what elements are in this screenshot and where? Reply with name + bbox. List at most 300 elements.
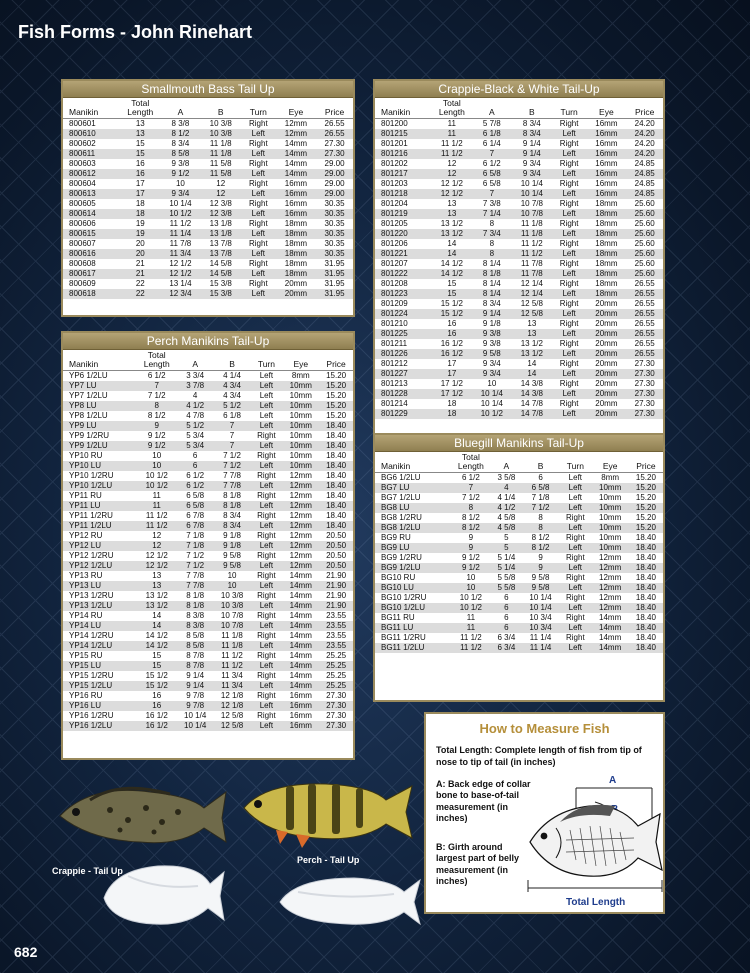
table-cell: 20mm <box>595 358 618 368</box>
table-cell: Left <box>552 369 587 379</box>
table-cell: 20mm <box>595 338 618 348</box>
table-row <box>375 483 663 493</box>
table-cell: Right <box>559 218 579 228</box>
table-cell: 5 1/2 <box>214 401 251 411</box>
table-cell: 14mm <box>276 149 316 159</box>
table-cell: 9 5/8 <box>223 550 241 560</box>
table-row <box>375 299 663 309</box>
table-row <box>63 209 353 219</box>
table-cell: 8 7/8 <box>177 661 214 671</box>
table-cell: YP11 1/2RU <box>69 510 113 520</box>
col-price: Price <box>316 98 353 119</box>
table-cell: Left <box>250 641 282 651</box>
table-cell: YP11 RU <box>69 490 102 500</box>
table-cell: 8 5/8 <box>160 149 200 159</box>
table-row <box>63 481 353 491</box>
table-cell: 15.20 <box>326 370 347 380</box>
table-cell: 12mm <box>599 552 622 562</box>
table-cell: 10 1/2 <box>145 470 168 480</box>
table-cell: Right <box>257 610 276 620</box>
table-cell: 801229 <box>375 409 432 419</box>
table-cell: 801225 <box>375 329 432 339</box>
table-cell: 18.40 <box>629 623 663 633</box>
table-cell: 10 7/8 <box>512 209 552 219</box>
table-cell: Right <box>559 358 579 368</box>
table-cell: YP14 RU <box>69 610 103 620</box>
col-a: A <box>491 452 522 473</box>
table-cell: Left <box>259 370 274 380</box>
table-row <box>63 259 353 269</box>
table-cell: Right <box>559 138 579 148</box>
col-manikin: Manikin <box>375 98 432 119</box>
table-cell: 25.25 <box>326 670 347 680</box>
table-cell: 9 3/8 <box>472 329 512 339</box>
col-manikin: Manikin <box>63 350 137 371</box>
table-cell: Right <box>257 590 276 600</box>
table-cell: Left <box>559 543 591 553</box>
table-cell: 11 1/2 <box>145 510 168 520</box>
table-cell: 27.30 <box>626 369 663 379</box>
table-cell: 9 1/8 <box>214 541 251 551</box>
table-cell: 12 5/8 <box>214 721 251 731</box>
table-cell: Left <box>552 349 587 359</box>
table-cell: 801206 <box>381 238 408 248</box>
table-cell: 24.85 <box>626 189 663 199</box>
table-cell: 18mm <box>284 218 308 228</box>
table-cell: Right <box>559 398 579 408</box>
table-cell: 10mm <box>599 492 622 502</box>
table-cell: Left <box>250 581 282 591</box>
table-cell: 20mm <box>276 289 316 299</box>
table-cell: Right <box>248 118 268 128</box>
table-cell: 8 1/2 <box>147 410 166 420</box>
table-row <box>63 249 353 259</box>
table-cell: 30.35 <box>316 209 353 219</box>
table-cell: 800609 <box>69 278 96 288</box>
table-cell: 26.55 <box>634 338 655 348</box>
table-cell: Right <box>566 612 585 622</box>
table-cell: 18 <box>135 198 145 208</box>
table-cell: Left <box>552 229 587 239</box>
table-cell: 7 1/2 <box>214 461 251 471</box>
table-cell: 6 5/8 <box>482 178 501 188</box>
table-cell: Left <box>241 189 276 199</box>
table-cell: 21.90 <box>319 581 353 591</box>
table-cell: 801227 <box>375 369 432 379</box>
table-cell: 3 5/8 <box>497 472 516 482</box>
table-cell: YP9 1/2RU <box>69 430 110 440</box>
table-cell: 20mm <box>284 278 308 288</box>
table-cell: Left <box>250 401 282 411</box>
table-cell: 22 <box>120 289 160 299</box>
table-cell: 18mm <box>586 269 626 279</box>
table-cell: Left <box>552 129 587 139</box>
table-cell: 27.30 <box>324 138 345 148</box>
table-cell: 20mm <box>595 378 618 388</box>
table-cell: 11 1/2 <box>432 149 472 159</box>
table-row <box>63 671 353 681</box>
table-cell: 15 <box>137 661 177 671</box>
table-cell: 13 <box>447 198 457 208</box>
table-cell: 18.40 <box>629 583 663 593</box>
table-cell: Right <box>559 178 579 188</box>
table-row <box>63 129 353 139</box>
table-row <box>375 583 663 593</box>
col-total-length: Total Length <box>137 350 177 371</box>
table-cell: 11 1/2 <box>460 632 482 642</box>
table-cell: 18.40 <box>326 470 347 480</box>
col-total-length: Total Length <box>432 98 472 119</box>
col-turn: Turn <box>552 98 587 119</box>
table-cell: Left <box>250 681 282 691</box>
table-row <box>375 359 663 369</box>
table-cell: 15 <box>120 149 160 159</box>
table-row <box>375 189 663 199</box>
table-cell: 26.55 <box>626 309 663 319</box>
table-cell: 9 1/2 <box>451 563 491 573</box>
table-row <box>63 179 353 189</box>
table-cell: 9 5/8 <box>531 572 550 582</box>
table-row <box>63 601 353 611</box>
table-cell: 6 <box>491 603 522 613</box>
table-cell: 11 1/4 <box>522 643 559 653</box>
table-cell: 16 1/2 <box>137 721 177 731</box>
table-row <box>375 129 663 139</box>
table-cell: 11 1/8 <box>209 138 232 148</box>
table-cell: Left <box>241 229 276 239</box>
table-cell: 18.40 <box>629 543 663 553</box>
table-cell: YP12 LU <box>63 541 137 551</box>
table-cell: 801210 <box>381 318 408 328</box>
table-cell: 13 <box>120 129 160 139</box>
table-row <box>375 289 663 299</box>
table-cell: 10 1/4 <box>177 721 214 731</box>
table-row <box>375 553 663 563</box>
table-cell: 9 7/8 <box>177 701 214 711</box>
table-cell: 8 <box>489 238 495 248</box>
table-cell: 801221 <box>375 249 432 259</box>
table-cell: 8 1/2 <box>531 532 550 542</box>
table-cell: 20 <box>120 249 160 259</box>
table-row <box>375 149 663 159</box>
table-cell: BG10 1/2LU <box>375 603 451 613</box>
table-cell: 5 <box>504 532 509 542</box>
table-cell: 16mm <box>586 189 626 199</box>
col-b: B <box>522 452 559 473</box>
table-cell: 6 5/8 <box>522 483 559 493</box>
table-cell: 27.30 <box>634 398 655 408</box>
table-row <box>63 581 353 591</box>
table-cell: Right <box>559 298 579 308</box>
table-cell: 6 3/4 <box>497 632 516 642</box>
table-cell: 27.30 <box>316 149 353 159</box>
table-row <box>375 573 663 583</box>
table-cell: 5 1/4 <box>491 563 522 573</box>
table-cell: 29.00 <box>316 169 353 179</box>
table-cell: YP15 RU <box>69 650 103 660</box>
table-cell: Left <box>250 601 282 611</box>
table-cell: BG7 1/2LU <box>381 492 421 502</box>
table-cell: 800617 <box>63 269 120 279</box>
table-cell: 24.85 <box>634 178 655 188</box>
table-cell: 21.90 <box>326 570 347 580</box>
table-cell: 6 1/2 <box>147 370 166 380</box>
table-cell: 14mm <box>282 681 319 691</box>
table-cell: 12 5/8 <box>512 309 552 319</box>
table-cell: 10mm <box>289 450 312 460</box>
table-cell: 10mm <box>591 523 628 533</box>
table-cell: YP10 LU <box>63 461 137 471</box>
smallmouth-table <box>63 98 353 299</box>
table-cell: 11 1/2 <box>512 249 552 259</box>
table-cell: 7 <box>229 430 235 440</box>
table-cell: 10 1/4 <box>529 592 552 602</box>
table-cell: BG10 RU <box>381 572 416 582</box>
table-cell: 17 <box>447 358 457 368</box>
table-cell: 10 7/8 <box>220 610 244 620</box>
table-cell: 9 5/8 <box>522 583 559 593</box>
table-cell: 6 5/8 <box>472 169 512 179</box>
table-cell: 30.35 <box>324 198 345 208</box>
table-cell: 6 7/8 <box>186 510 205 520</box>
table-cell: 9 <box>522 563 559 573</box>
table-cell: 14 5/8 <box>209 258 232 268</box>
col-turn: Turn <box>250 350 282 371</box>
table-row <box>63 441 353 451</box>
table-cell: 27.30 <box>326 710 347 720</box>
table-row <box>375 219 663 229</box>
table-cell: BG11 LU <box>375 623 451 633</box>
table-row <box>375 523 663 533</box>
table-cell: 801211 <box>381 338 408 348</box>
table-cell: 800602 <box>69 138 96 148</box>
table-cell: 11 1/4 <box>160 229 200 239</box>
table-cell: 7 <box>451 483 491 493</box>
table-cell: 15 <box>152 650 162 660</box>
table-cell: 5 1/4 <box>497 552 516 562</box>
table-cell: 9 3/8 <box>482 338 501 348</box>
table-cell: 27.30 <box>319 721 353 731</box>
table-cell: 7 <box>214 441 251 451</box>
table-cell: 9 1/2 <box>137 441 177 451</box>
table-row <box>375 329 663 339</box>
table-row <box>63 169 353 179</box>
table-cell: 18mm <box>284 258 308 268</box>
table-cell: 9 1/4 <box>522 138 541 148</box>
table-cell: YP15 LU <box>63 661 137 671</box>
table-cell: 8mm <box>601 472 620 482</box>
table-cell: 21.90 <box>319 601 353 611</box>
table-cell: 18.40 <box>635 572 656 582</box>
table-cell: BG11 1/2LU <box>375 643 451 653</box>
label-total-length: Total Length <box>566 897 626 908</box>
table-cell: Left <box>559 503 591 513</box>
table-cell: 9 1/2 <box>147 430 166 440</box>
table-cell: 10 <box>487 378 497 388</box>
table-cell: 27.30 <box>626 409 663 419</box>
table-cell: YP14 1/2RU <box>69 630 114 640</box>
table-row <box>63 561 353 571</box>
table-cell: 13 1/2 <box>137 601 177 611</box>
table-cell: YP15 1/2LU <box>63 681 137 691</box>
table-cell: 18mm <box>595 218 618 228</box>
table-cell: 12mm <box>282 521 319 531</box>
table-cell: Right <box>248 158 268 168</box>
perch-title: Perch Manikins Tail-Up <box>63 333 353 350</box>
bluegill-panel <box>373 433 665 702</box>
table-cell: 6 1/8 <box>472 129 512 139</box>
table-cell: 16mm <box>595 118 618 128</box>
col-price: Price <box>629 452 663 473</box>
table-cell: 10 1/2 <box>472 409 512 419</box>
table-cell: 15 3/8 <box>209 278 232 288</box>
table-cell: 10 1/2 <box>451 603 491 613</box>
table-cell: 14 <box>137 621 177 631</box>
perch-table <box>63 350 353 731</box>
table-cell: 14 <box>447 238 457 248</box>
table-cell: 800610 <box>63 129 120 139</box>
table-cell: 14mm <box>289 630 312 640</box>
table-cell: 27.30 <box>319 701 353 711</box>
table-cell: Left <box>250 521 282 531</box>
table-row <box>63 621 353 631</box>
table-cell: Right <box>559 278 579 288</box>
table-cell: Right <box>566 592 585 602</box>
table-cell: 16 <box>432 329 472 339</box>
table-cell: 7 7/8 <box>223 470 241 480</box>
table-cell: 26.55 <box>316 129 353 139</box>
table-cell: 10mm <box>599 512 622 522</box>
table-cell: 12mm <box>599 572 622 582</box>
table-cell: 11 1/8 <box>221 630 243 640</box>
table-row <box>63 371 353 381</box>
table-cell: 800607 <box>69 238 96 248</box>
table-cell: 14mm <box>289 650 312 660</box>
table-cell: Left <box>241 249 276 259</box>
table-cell: 10 <box>152 450 162 460</box>
table-cell: 12 5/8 <box>520 298 543 308</box>
table-cell: YP6 1/2LU <box>69 370 108 380</box>
table-row <box>375 473 663 483</box>
table-cell: 16mm <box>276 189 316 199</box>
table-cell: 12mm <box>591 583 628 593</box>
table-cell: 11 7/8 <box>521 258 543 268</box>
table-cell: 26.55 <box>634 318 655 328</box>
table-row <box>375 563 663 573</box>
table-cell: 25.25 <box>319 661 353 671</box>
table-cell: 18.40 <box>319 521 353 531</box>
table-cell: 14 <box>527 358 537 368</box>
table-row <box>63 721 353 731</box>
table-cell: 800615 <box>63 229 120 239</box>
table-cell: 10 7/8 <box>214 621 251 631</box>
col-eye: Eye <box>586 98 626 119</box>
table-cell: 8 1/8 <box>177 601 214 611</box>
col-turn: Turn <box>241 98 276 119</box>
table-cell: 14 1/2 <box>145 630 168 640</box>
table-row <box>63 531 353 541</box>
table-cell: 13 1/8 <box>201 229 241 239</box>
table-cell: 31.95 <box>324 258 345 268</box>
table-cell: 11 7/8 <box>512 269 552 279</box>
table-cell: 6 1/2 <box>186 470 205 480</box>
table-cell: 18.40 <box>635 532 656 542</box>
table-cell: Right <box>248 138 268 148</box>
table-cell: 9 3/4 <box>512 169 552 179</box>
table-cell: 10mm <box>282 381 319 391</box>
table-cell: 5 5/8 <box>497 572 516 582</box>
table-row <box>375 319 663 329</box>
table-cell: 21 <box>135 258 145 268</box>
table-cell: Right <box>248 178 268 188</box>
table-cell: 4 1/2 <box>177 401 214 411</box>
table-cell: 9 3/4 <box>160 189 200 199</box>
table-cell: 10 <box>227 570 237 580</box>
table-cell: Left <box>559 483 591 493</box>
table-cell: 13 1/2 <box>520 338 543 348</box>
table-row <box>63 711 353 721</box>
table-cell: 15.20 <box>635 512 656 522</box>
table-cell: Right <box>566 572 585 582</box>
table-row <box>375 369 663 379</box>
table-cell: 14mm <box>282 581 319 591</box>
table-cell: 14 3/8 <box>520 378 543 388</box>
table-cell: 15 1/2 <box>432 309 472 319</box>
table-cell: YP13 RU <box>69 570 103 580</box>
table-cell: 14mm <box>289 570 312 580</box>
table-cell: 18mm <box>595 198 618 208</box>
table-cell: 12 1/2 <box>145 550 168 560</box>
table-cell: 23.55 <box>319 641 353 651</box>
table-cell: YP13 1/2RU <box>69 590 114 600</box>
table-cell: YP9 1/2LU <box>63 441 137 451</box>
table-cell: 8 3/4 <box>223 510 241 520</box>
table-cell: 10 1/4 <box>472 389 512 399</box>
table-cell: 12 1/4 <box>512 289 552 299</box>
table-cell: 18mm <box>595 278 618 288</box>
table-cell: 9 7/8 <box>186 690 205 700</box>
table-cell: 10mm <box>282 401 319 411</box>
table-cell: 26.55 <box>634 298 655 308</box>
table-cell: 14 <box>152 610 162 620</box>
table-cell: 15.20 <box>326 390 347 400</box>
table-cell: 26.55 <box>634 278 655 288</box>
table-cell: 15 <box>135 138 145 148</box>
table-row <box>375 309 663 319</box>
table-cell: Left <box>259 390 274 400</box>
table-cell: Right <box>559 338 579 348</box>
table-cell: 800604 <box>69 178 96 188</box>
table-cell: 10mm <box>282 421 319 431</box>
table-cell: 801218 <box>375 189 432 199</box>
table-cell: Right <box>559 318 579 328</box>
table-row <box>375 593 663 603</box>
table-cell: 8 <box>451 503 491 513</box>
table-cell: YP10 1/2RU <box>69 470 114 480</box>
table-cell: 15.20 <box>319 401 353 411</box>
table-cell: 13 1/2 <box>145 590 168 600</box>
table-cell: 6 1/2 <box>461 472 480 482</box>
table-cell: 6 <box>504 612 509 622</box>
table-cell: 8 3/4 <box>171 138 190 148</box>
table-row <box>375 493 663 503</box>
table-cell: 25.60 <box>634 198 655 208</box>
table-cell: 9 1/4 <box>472 309 512 319</box>
table-row <box>375 209 663 219</box>
table-cell: Left <box>552 169 587 179</box>
table-cell: 8 1/2 <box>461 512 480 522</box>
table-cell: 12 3/8 <box>209 198 232 208</box>
